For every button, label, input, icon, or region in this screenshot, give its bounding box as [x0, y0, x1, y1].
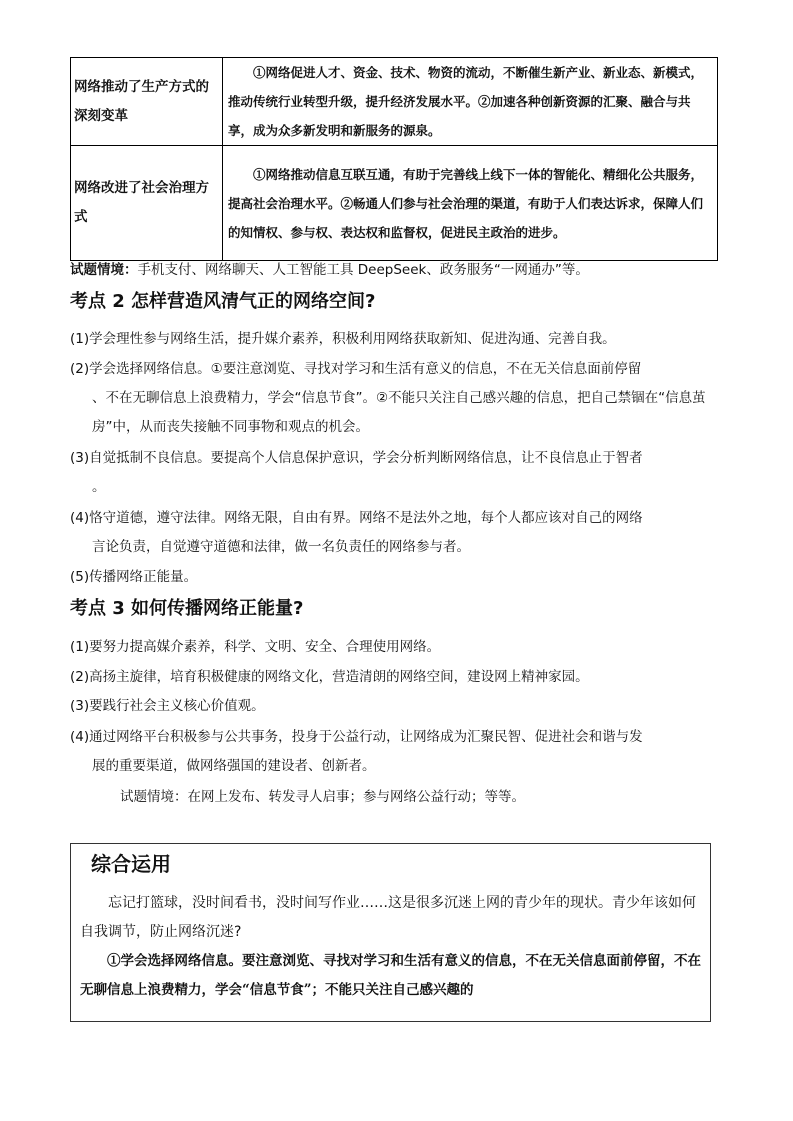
item-text: (1)学会理性参与网络生活，提升媒介素养，积极利用网络获取新知、促进沟通、完善自我。: [70, 331, 616, 347]
section-2-item-1: [70, 325, 730, 354]
item-text: (1)要努力提高媒介素养，科学、文明、安全、合理使用网络。: [70, 639, 441, 655]
item-text-continued: 展的重要渠道，做网络强国的建设者、创新者。: [92, 758, 376, 774]
box-title: 综合运用: [91, 852, 171, 876]
section-2-item-3: [70, 444, 730, 502]
internet-impact-table: [70, 57, 718, 261]
situation-label: 试题情境：: [70, 262, 138, 278]
item-text-continued: 言论负责，自觉遵守道德和法律，做一名负责任的网络参与者。: [92, 539, 470, 555]
section-3-item-2: [70, 663, 730, 692]
section-3-heading: 考点 3 如何传播网络正能量?: [70, 598, 304, 619]
table-row-title: 网络推动了生产方式的深刻变革: [71, 58, 223, 146]
table-row-content: ①网络促进人才、资金、技术、物资的流动，不断催生新产业、新业态、新模式，推动传统行业转型升级，提升经济发展水平。②加速各种创新资源的汇聚、融合与共享，成为众多新发明和新服务的源泉。: [223, 58, 718, 146]
item-text-continued: 、不在无聊信息上浪费精力，学会“信息节食”。②不能只关注自己感兴趣的信息，把自己禁锢在“信息茧房”中，从而丧失接触不同事物和观点的机会。: [92, 390, 706, 435]
box-question: [80, 889, 706, 947]
item-text-continued: 。: [92, 479, 106, 495]
section-2-item-4: [70, 504, 730, 562]
item-text: (3)要践行社会主义核心价值观。: [70, 698, 265, 714]
situation-text: 手机支付、网络聊天、人工智能工具 DeepSeek、政务服务“一网通办”等。: [137, 262, 589, 278]
item-text: (4)通过网络平台积极参与公共事务，投身于公益行动，让网络成为汇聚民智、促进社会和谐与发: [70, 729, 643, 745]
exam-situation-2: 试题情境：在网上发布、转发寻人启事；参与网络公益行动；等等。: [120, 789, 525, 805]
answer-text: ①学会选择网络信息。要注意浏览、寻找对学习和生活有意义的信息，不在无关信息面前停留，不在无聊信息上浪费精力，学会“信息节食”；不能只关注自己感兴趣的: [80, 953, 701, 998]
section-2-item-2: [70, 355, 730, 442]
section-3-item-1: [70, 633, 730, 662]
table-row-content: ①网络推动信息互联互通，有助于完善线上线下一体的智能化、精细化公共服务，提高社会治理水平。②畅通人们参与社会治理的渠道，有助于人们表达诉求，保障人们的知情权、参与权、表达权和监督权，促进民主政治的进步。: [223, 146, 718, 261]
item-text: (3)自觉抵制不良信息。要提高个人信息保护意识，学会分析判断网络信息，让不良信息止于智者: [70, 450, 643, 466]
item-text: (2)高扬主旋律，培育积极健康的网络文化，营造清朗的网络空间，建设网上精神家园。: [70, 669, 589, 685]
section-2-item-5: [70, 563, 730, 592]
exam-situation-1: [70, 259, 589, 281]
item-text: (4)恪守道德，遵守法律。网络无限，自由有界。网络不是法外之地，每个人都应该对自己的网络: [70, 510, 643, 526]
comprehensive-application-box: [70, 843, 711, 1022]
box-answer: [80, 947, 706, 1005]
question-text: 忘记打篮球，没时间看书，没时间写作业……这是很多沉迷上网的青少年的现状。青少年该如何自我调节，防止网络沉迷?: [80, 895, 696, 940]
item-text: (5)传播网络正能量。: [70, 569, 198, 585]
section-3-item-4: [70, 723, 730, 781]
section-3-item-3: [70, 692, 730, 721]
item-text: (2)学会选择网络信息。①要注意浏览、寻找对学习和生活有意义的信息，不在无关信息面前停留: [70, 361, 642, 377]
table-row-title: 网络改进了社会治理方式: [71, 146, 223, 261]
section-2-heading: 考点 2 怎样营造风清气正的网络空间?: [70, 291, 376, 312]
table-row: [71, 58, 718, 146]
table-row: [71, 146, 718, 261]
